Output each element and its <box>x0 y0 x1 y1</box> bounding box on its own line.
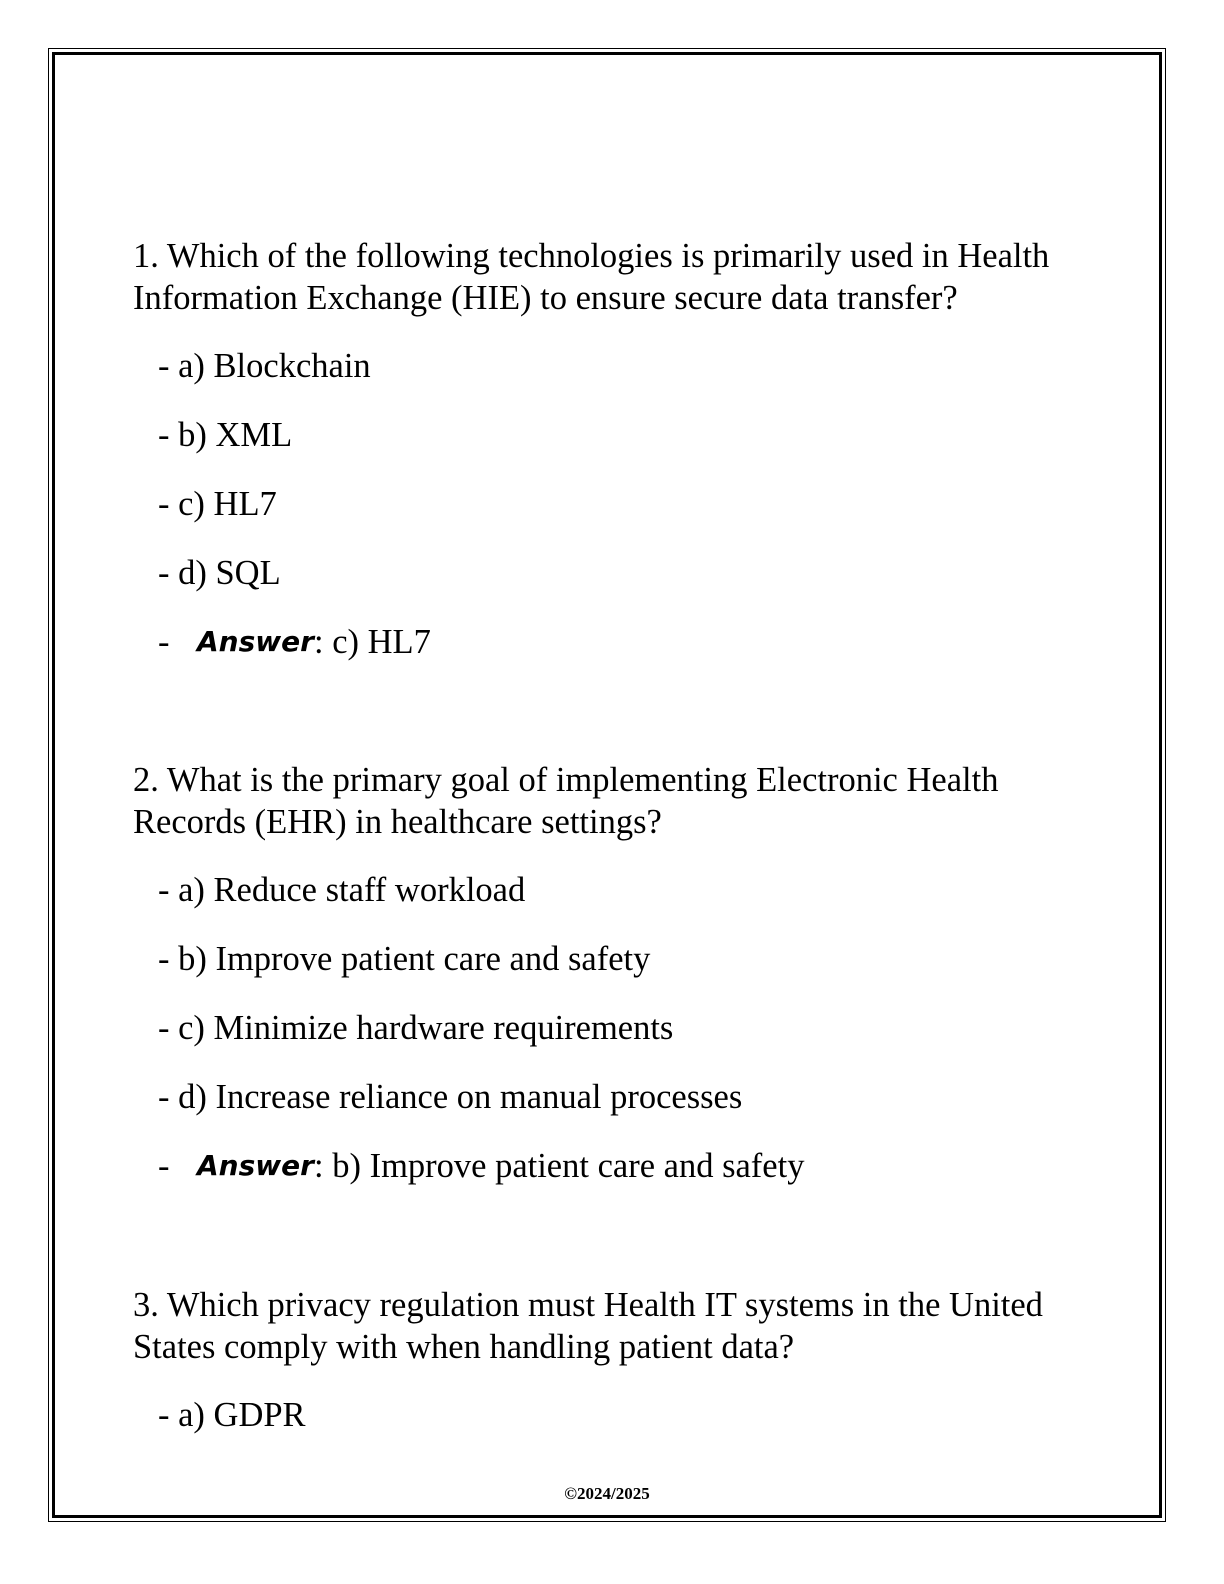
question-2-option-d: - d) Increase reliance on manual processes <box>158 1078 743 1116</box>
question-3-text-line-1: 3. Which privacy regulation must Health IT systems in the United <box>133 1286 1043 1324</box>
question-2-text-line-2: Records (EHR) in healthcare settings? <box>133 803 662 841</box>
answer-dash: - <box>158 1147 170 1185</box>
question-3-text-line-2: States comply with when handling patient data? <box>133 1328 795 1366</box>
question-1-option-a: - a) Blockchain <box>158 347 371 385</box>
footer-copyright: ©2024/2025 <box>564 1484 650 1503</box>
question-2-option-c: - c) Minimize hardware requirements <box>158 1009 674 1047</box>
question-1-text-line-1: 1. Which of the following technologies is primarily used in Health <box>133 237 1050 275</box>
question-1-option-d: - d) SQL <box>158 554 281 592</box>
question-1-option-c: - c) HL7 <box>158 485 277 523</box>
question-1-text-line-2: Information Exchange (HIE) to ensure secure data transfer? <box>133 279 958 317</box>
answer-label: Answer <box>197 1149 314 1182</box>
question-3-option-a: - a) GDPR <box>158 1396 306 1434</box>
question-2-option-b: - b) Improve patient care and safety <box>158 940 651 978</box>
answer-label: Answer <box>197 625 314 658</box>
question-1-option-b: - b) XML <box>158 416 293 454</box>
answer-text: : c) HL7 <box>314 623 431 661</box>
question-2-option-a: - a) Reduce staff workload <box>158 871 526 909</box>
question-2-text-line-1: 2. What is the primary goal of implementing Electronic Health <box>133 761 999 799</box>
answer-text: : b) Improve patient care and safety <box>314 1147 805 1185</box>
answer-dash: - <box>158 623 170 661</box>
